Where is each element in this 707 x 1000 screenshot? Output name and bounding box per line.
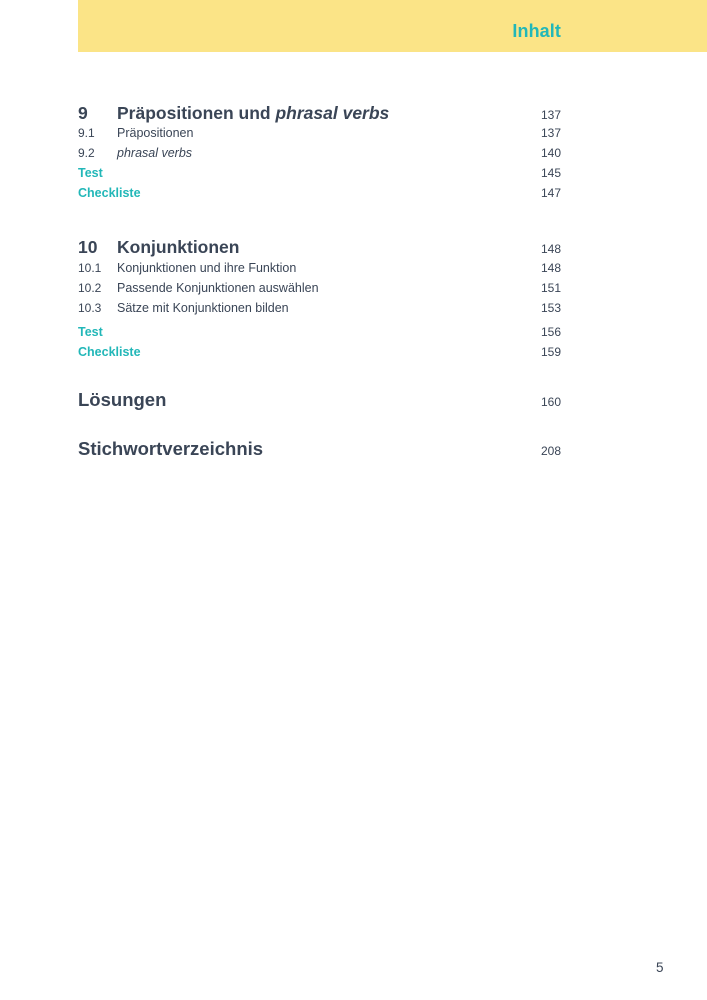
test-label: Test (78, 325, 103, 339)
chapter-9-heading[interactable] (78, 103, 561, 123)
chapter-number: 10 (78, 237, 98, 257)
section-number: 10.1 (78, 261, 102, 275)
toc-entry-10-2[interactable] (78, 281, 561, 301)
checklist-page: 159 (540, 345, 561, 359)
chapter-title-italic: phrasal verbs (275, 103, 390, 123)
section-number: 10.2 (78, 281, 102, 295)
checklist-label: Checkliste (78, 345, 141, 359)
section-title: Präpositionen (117, 126, 194, 140)
section-heading: Lösungen (78, 389, 167, 410)
section-title: Sätze mit Konjunktionen bilden (117, 301, 289, 315)
section-heading: Stichwortverzeichnis (78, 438, 264, 459)
page-title: Inhalt (512, 21, 561, 41)
section-page: 140 (540, 146, 561, 160)
section-heading-page: 208 (540, 444, 561, 458)
toc-entry-9-2[interactable] (78, 146, 561, 166)
chapter-10-heading[interactable] (78, 237, 561, 257)
page-number: 5 (656, 960, 664, 975)
section-number: 9.2 (78, 146, 95, 160)
chapter-number: 9 (78, 103, 88, 123)
test-page: 145 (540, 166, 561, 180)
chapter-page: 137 (540, 108, 561, 122)
toc-entry-9-test[interactable] (78, 166, 561, 186)
toc-section-stichwortverzeichnis[interactable] (78, 438, 561, 462)
toc-entry-10-3[interactable] (78, 301, 561, 321)
chapter-page: 148 (540, 242, 561, 256)
chapter-title: Präpositionen und phrasal verbs (117, 103, 390, 123)
section-page: 148 (540, 261, 561, 275)
section-heading-page: 160 (540, 395, 561, 409)
toc-section-loesungen[interactable] (78, 389, 561, 413)
test-page: 156 (540, 325, 561, 339)
section-number: 10.3 (78, 301, 102, 315)
section-page: 153 (540, 301, 561, 315)
test-label: Test (78, 166, 103, 180)
toc-entry-10-test[interactable] (78, 325, 561, 345)
header-band (78, 0, 707, 52)
checklist-page: 147 (540, 186, 561, 200)
section-page: 151 (540, 281, 561, 295)
section-number: 9.1 (78, 126, 95, 140)
chapter-title: Konjunktionen (117, 237, 240, 257)
toc-entry-9-1[interactable] (78, 126, 561, 146)
toc-entry-10-1[interactable] (78, 261, 561, 281)
section-page: 137 (540, 126, 561, 140)
checklist-label: Checkliste (78, 186, 141, 200)
section-title: Konjunktionen und ihre Funktion (117, 261, 297, 275)
section-title: Passende Konjunktionen auswählen (117, 281, 319, 295)
toc-entry-9-checklist[interactable] (78, 186, 561, 206)
toc-entry-10-checklist[interactable] (78, 345, 561, 365)
section-title: phrasal verbs (117, 146, 193, 160)
